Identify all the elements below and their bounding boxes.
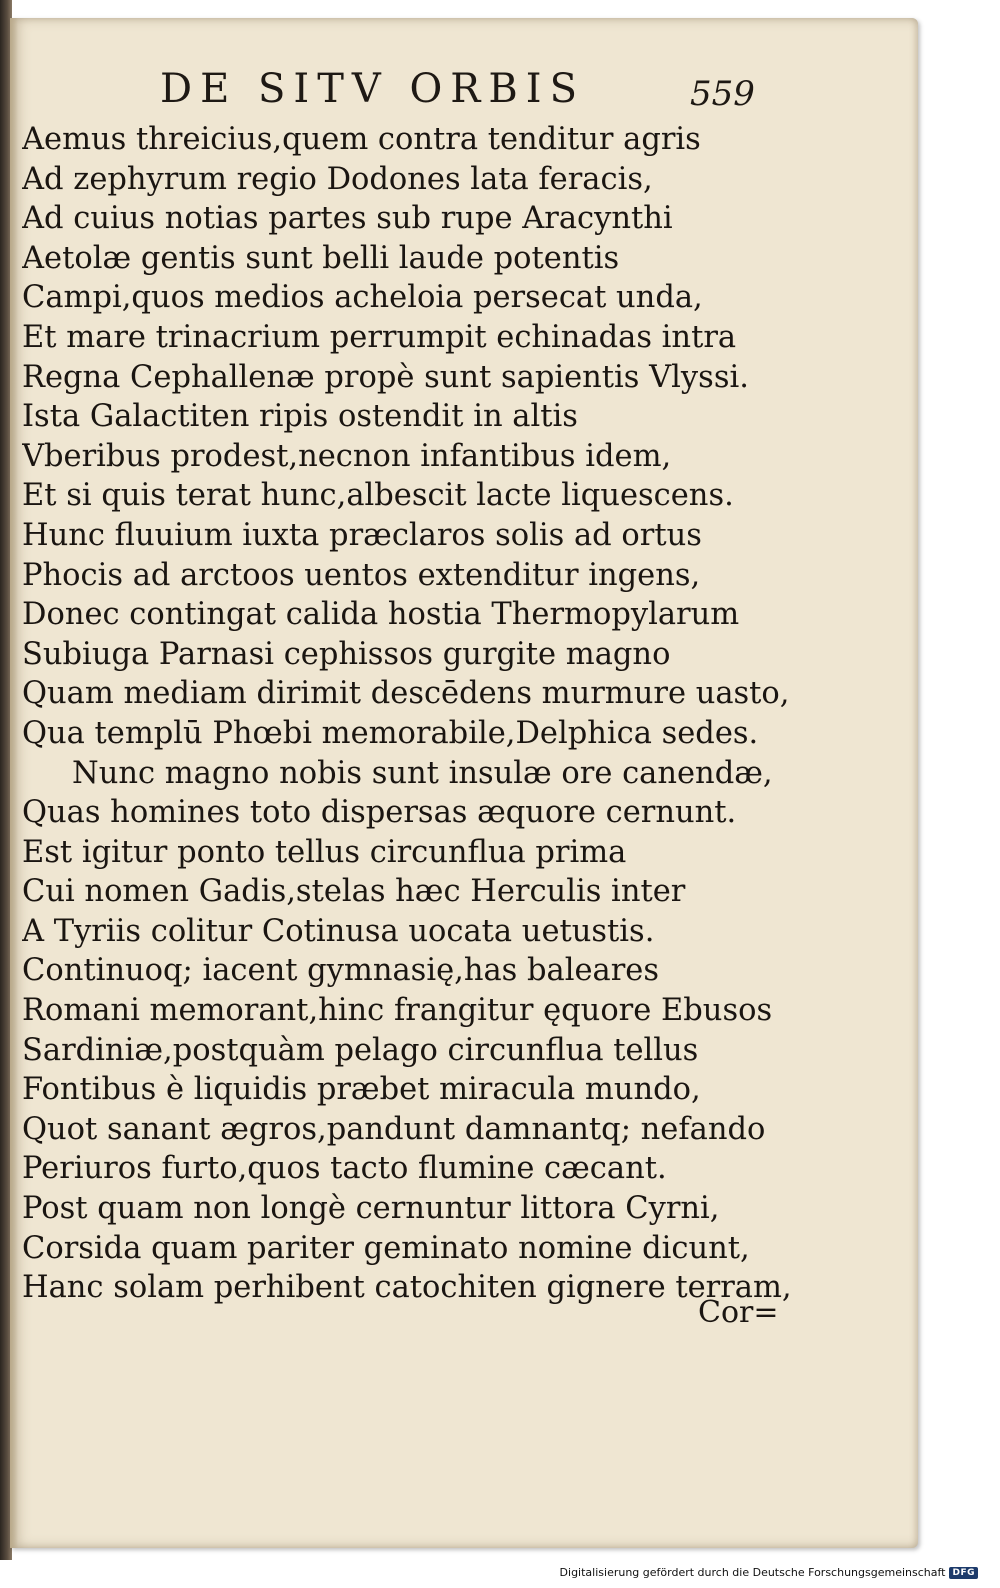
verse-line: A Tyriis colitur Cotinusa uocata uetustis. [22,913,655,949]
verse-line: Et si quis terat hunc,albescit lacte liquescens. [22,478,734,514]
running-head: DE SITV ORBIS [160,66,585,112]
verse-line: Hunc fluuium iuxta præclaros solis ad ortus [22,517,702,553]
verse-line: Fontibus è liquidis præbet miracula mundo, [22,1072,701,1108]
verse-line: Campi,quos medios acheloia persecat unda, [22,280,703,316]
verse-line: Quot sanant ægros,pandunt damnantq; nefando [22,1111,766,1147]
verse-line: Regna Cephallenæ propè sunt sapientis Vlyssi. [22,359,749,395]
verse-line: Post quam non longè cernuntur littora Cyrni, [22,1191,720,1227]
verse-line: Vberibus prodest,necnon infantibus idem, [22,438,672,474]
verse-line: Cui nomen Gadis,stelas hæc Herculis inter [22,874,686,910]
verse-line: Romani memorant,hinc frangitur ęquore Ebusos [22,993,773,1029]
catchword: Cor= [698,1295,779,1330]
verse-text [22,120,902,1308]
verse-line: Subiuga Parnasi cephissos gurgite magno [22,636,671,672]
verse-line: Donec contingat calida hostia Thermopylarum [22,597,740,633]
dfg-logo-icon: DFG [949,1567,978,1579]
verse-line: Qua templū Phœbi memorabile,Delphica sedes. [22,715,759,751]
verse-line: Ad cuius notias partes sub rupe Aracynthi [22,201,673,237]
verse-line: Aetolæ gentis sunt belli laude potentis [22,240,620,276]
page-number: 559 [690,74,755,114]
verse-line: Quam mediam dirimit descēdens murmure uasto, [22,676,790,712]
verse-line: Et mare trinacrium perrumpit echinadas intra [22,319,737,355]
verse-line: Nunc magno nobis sunt insulæ ore canendæ, [72,755,773,791]
verse-line: Continuoq; iacent gymnasię,has baleares [22,953,659,989]
verse-line: Phocis ad arctoos uentos extenditur ingens, [22,557,701,593]
verse-line: Hanc solam perhibent catochiten gignere terram, [22,1270,792,1306]
verse-line: Ista Galactiten ripis ostendit in altis [22,399,578,435]
verse-line: Aemus threicius,quem contra tenditur agris [22,122,701,157]
verse-line: Ad zephyrum regio Dodones lata feracis, [22,161,653,197]
verse-line: Periuros furto,quos tacto flumine cæcant. [22,1151,667,1187]
verse-line: Quas homines toto dispersas æquore cernunt. [22,795,737,831]
verse-line: Sardiniæ,postquàm pelago circunflua tellus [22,1032,699,1068]
footer-text: Digitalisierung gefördert durch die Deutsche Forschungsgemeinschaft [559,1566,946,1579]
book-page [10,18,918,1548]
verse-line: Est igitur ponto tellus circunflua prima [22,834,627,870]
verse-line: Corsida quam pariter geminato nomine dicunt, [22,1230,750,1266]
digitization-footer [560,1566,978,1579]
